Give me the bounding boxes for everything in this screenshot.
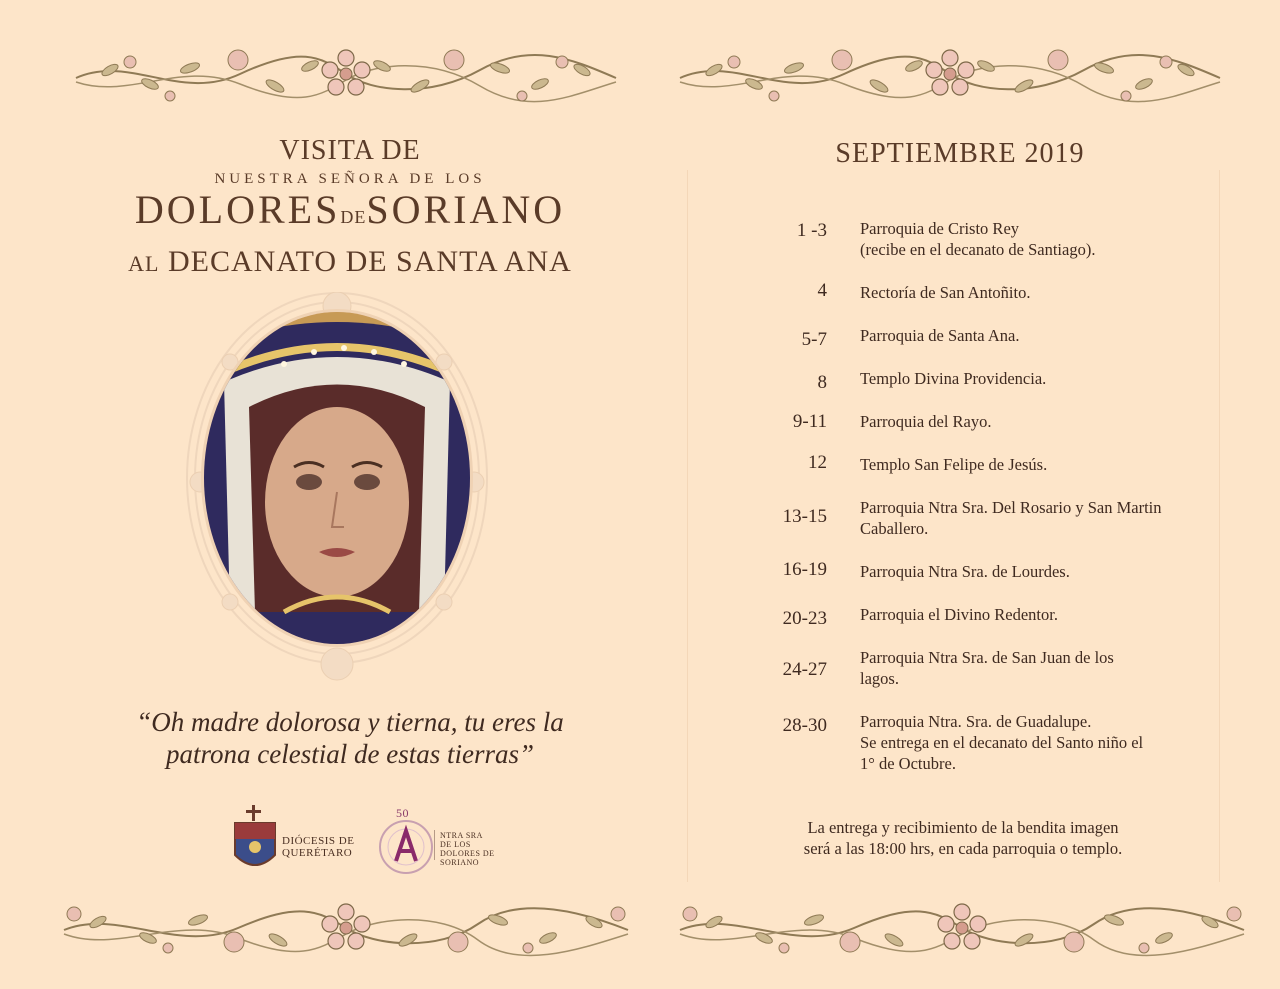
virgin-portrait-frame	[180, 292, 510, 692]
title-line-4: AL DECANATO DE SANTA ANA	[128, 245, 572, 278]
anniversary-seal-icon	[376, 815, 436, 881]
logo-divider	[434, 830, 435, 860]
delivery-note: La entrega y recibimiento de la bendita imagen será a las 18:00 hrs, en cada parroquia o templo.	[803, 818, 1123, 858]
quote	[60, 706, 640, 770]
bottom-floral-garland-right	[674, 898, 1250, 962]
logos-row	[226, 805, 496, 880]
diocese-crest-icon	[230, 805, 280, 877]
virgin-portrait	[204, 312, 470, 644]
event-title	[60, 135, 640, 279]
anniversary-number: 50	[396, 806, 409, 820]
title-line-2: NUESTRA SEÑORA DE LOS	[214, 171, 486, 187]
title-line-3: DOLORESDESORIANO	[134, 187, 566, 232]
top-floral-garland	[70, 40, 622, 108]
bottom-floral-garland	[58, 898, 634, 962]
title-line-1: VISITA DE	[279, 135, 421, 166]
right-page	[640, 0, 1280, 989]
quote-line-2: patrona celestial de estas tierras”	[166, 739, 534, 769]
schedule-panel: 1 -3 Parroquia de Cristo Rey (recibe en el decanato de Santiago). 4 Rectoría de San Antoñito. 5-7 Parroquia de Santa Ana. 8 Templo Divina Providencia. 9-11 Parroquia del Rayo. 12 Templo San Felipe de Jesús. 13-15 Parroquia Ntra Sra. Del Rosario y San Martin Caballero. 16-19 Parroquia Ntra Sra. de Lourdes. 20-23 Parroquia el Divino Redentor. 24-27 Parroquia Ntra Sra. de San Juan de los lagos. 28-30 Parroquia Ntra. Sra. de Guadalupe. Se entrega en el decanato del Santo niño el 1° de Octubre.	[687, 170, 1220, 882]
diocese-name: DIÓCESIS DE QUERÉTARO	[282, 835, 355, 859]
top-floral-garland-right	[674, 40, 1226, 108]
sanctuary-name: NTRA SRA DE LOS DOLORES DE SORIANO	[440, 831, 495, 867]
quote-line-1: “Oh madre dolorosa y tierna, tu eres la	[136, 707, 564, 737]
schedule-title: SEPTIEMBRE 2019	[835, 138, 1085, 169]
